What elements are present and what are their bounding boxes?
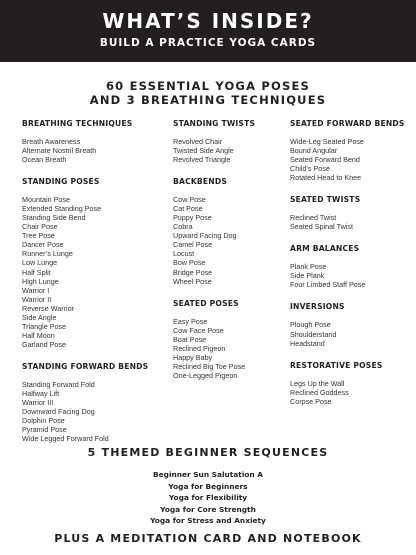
pose-item: Twisted Side Angle <box>173 146 234 156</box>
pose-item: High Lunge <box>22 276 59 286</box>
footer-note: PLUS A MEDITATION CARD AND NOTEBOOK <box>54 532 362 545</box>
sequence-item: Beginner Sun Salutation A <box>153 470 263 479</box>
pose-item: Seated Forward Bend <box>290 155 360 165</box>
pose-item: Reclined Pigeon <box>173 343 226 353</box>
pose-section <box>290 301 414 347</box>
pose-item: Revolved Triangle <box>173 155 231 165</box>
page-title: WHAT’S INSIDE? <box>102 9 314 33</box>
pose-column-3 <box>290 118 414 418</box>
pose-item: Mountain Pose <box>22 195 70 205</box>
pose-item: Alternate Nostril Breath <box>22 146 97 156</box>
pose-item: Plough Pose <box>290 320 331 330</box>
pose-item: Child’s Pose <box>290 164 330 174</box>
sequences-heading: 5 THEMED BEGINNER SEQUENCES <box>87 446 329 459</box>
pose-item: Pyramid Pose <box>22 425 67 435</box>
pose-item: Dolphin Pose <box>22 416 65 426</box>
pose-section <box>173 298 283 380</box>
pose-item: Downward Facing Dog <box>22 407 95 417</box>
pose-item: Reclined Big Toe Pose <box>173 361 246 371</box>
sequence-item: Yoga for Stress and Anxiety <box>150 516 266 526</box>
pose-item: Rotated Head to Knee <box>290 173 362 183</box>
pose-item: Bound Angular <box>290 146 338 156</box>
pose-item: Cow Face Pose <box>173 325 224 335</box>
pose-item: Warrior I <box>22 285 50 295</box>
pose-item: Reclined Goddess <box>290 387 349 397</box>
pose-item: Dancer Pose <box>22 240 64 250</box>
pose-item: Tree Pose <box>22 231 55 241</box>
pose-item: Wide Legged Forward Fold <box>22 434 109 444</box>
sequence-item: Yoga for Beginners <box>168 481 248 491</box>
pose-section <box>22 118 164 164</box>
section-title: BREATHING TECHNIQUES <box>22 119 133 128</box>
pose-section <box>173 118 283 164</box>
pose-item: Bridge Pose <box>173 267 213 277</box>
pose-item: Extended Standing Pose <box>22 204 102 214</box>
pose-item: Halfway Lift <box>22 388 60 398</box>
pose-item: Legs Up the Wall <box>290 378 345 388</box>
pose-item: Warrior III <box>22 398 54 408</box>
pose-item: Reclined Twist <box>290 213 337 223</box>
pose-item: Happy Baby <box>173 352 213 362</box>
section-title: SEATED POSES <box>173 298 239 308</box>
pose-section <box>290 118 414 182</box>
intro-heading <box>0 79 416 107</box>
pose-item: Cat Pose <box>173 204 203 214</box>
section-title: SEATED FORWARD BENDS <box>290 119 405 128</box>
pose-item: Low Lunge <box>22 258 58 268</box>
pose-item: Upward Facing Dog <box>173 231 237 241</box>
pose-item: Half Moon <box>22 330 55 340</box>
section-title: STANDING POSES <box>22 177 100 187</box>
pose-section <box>173 176 283 285</box>
intro-line-2: AND 3 BREATHING TECHNIQUES <box>89 93 327 107</box>
pose-item: Easy Pose <box>173 316 208 326</box>
pose-item: Camel Pose <box>173 240 213 250</box>
intro-line-1: 60 ESSENTIAL YOGA POSES <box>105 79 310 93</box>
pose-item: Ocean Breath <box>22 155 67 165</box>
section-title: BACKBENDS <box>173 177 228 187</box>
section-title: INVERSIONS <box>290 302 345 312</box>
section-title: SEATED TWISTS <box>290 195 361 205</box>
sequence-item: Yoga for Core Strength <box>160 504 256 514</box>
pose-item: Plank Pose <box>290 262 327 272</box>
pose-item: Cobra <box>173 222 193 232</box>
sequences-list <box>0 469 416 527</box>
pose-item: Reverse Warrior <box>22 303 75 313</box>
pose-item: Side Angle <box>22 312 57 322</box>
pose-item: Locust <box>173 249 195 259</box>
pose-item: One-Legged Pigeon <box>173 370 238 380</box>
pose-item: Runner’s Lunge <box>22 249 73 259</box>
pose-item: Chair Pose <box>22 222 58 232</box>
pose-item: Triangle Pose <box>22 321 67 331</box>
pose-item: Bow Pose <box>173 258 206 268</box>
pose-item: Four Limbed Staff Pose <box>290 280 366 290</box>
pose-item: Standing Side Bend <box>22 213 86 223</box>
pose-column-1 <box>22 118 164 455</box>
pose-item: Warrior II <box>22 294 52 304</box>
pose-section <box>290 194 414 231</box>
pose-item: Puppy Pose <box>173 213 212 223</box>
section-title: STANDING TWISTS <box>173 119 256 128</box>
section-title: RESTORATIVE POSES <box>290 360 383 370</box>
pose-item: Boat Pose <box>173 334 207 344</box>
page-subtitle: BUILD A PRACTICE YOGA CARDS <box>99 37 317 49</box>
header-banner <box>0 0 416 62</box>
pose-item: Corpse Pose <box>290 396 332 406</box>
pose-section <box>22 176 164 349</box>
section-title: STANDING FORWARD BENDS <box>22 361 149 371</box>
pose-item: Garland Pose <box>22 339 66 349</box>
pose-item: Wide-Leg Seated Pose <box>290 137 364 146</box>
section-title: ARM BALANCES <box>290 244 360 254</box>
pose-item: Side Plank <box>290 271 325 281</box>
pose-section <box>290 360 414 406</box>
pose-item: Seated Spinal Twist <box>290 222 353 232</box>
pose-item: Cow Pose <box>173 195 206 205</box>
sequence-item: Yoga for Flexibility <box>168 493 248 503</box>
pose-item: Standing Forward Fold <box>22 379 95 389</box>
pose-section <box>290 243 414 289</box>
pose-item: Shoulderstand <box>290 329 337 339</box>
pose-item: Wheel Pose <box>173 276 212 286</box>
pose-item: Revolved Chair <box>173 137 223 146</box>
pose-item: Headstand <box>290 338 325 348</box>
pose-item: Half Split <box>22 267 51 277</box>
pose-item: Breath Awareness <box>22 137 81 146</box>
pose-column-2 <box>173 118 283 392</box>
pose-section <box>22 361 164 443</box>
